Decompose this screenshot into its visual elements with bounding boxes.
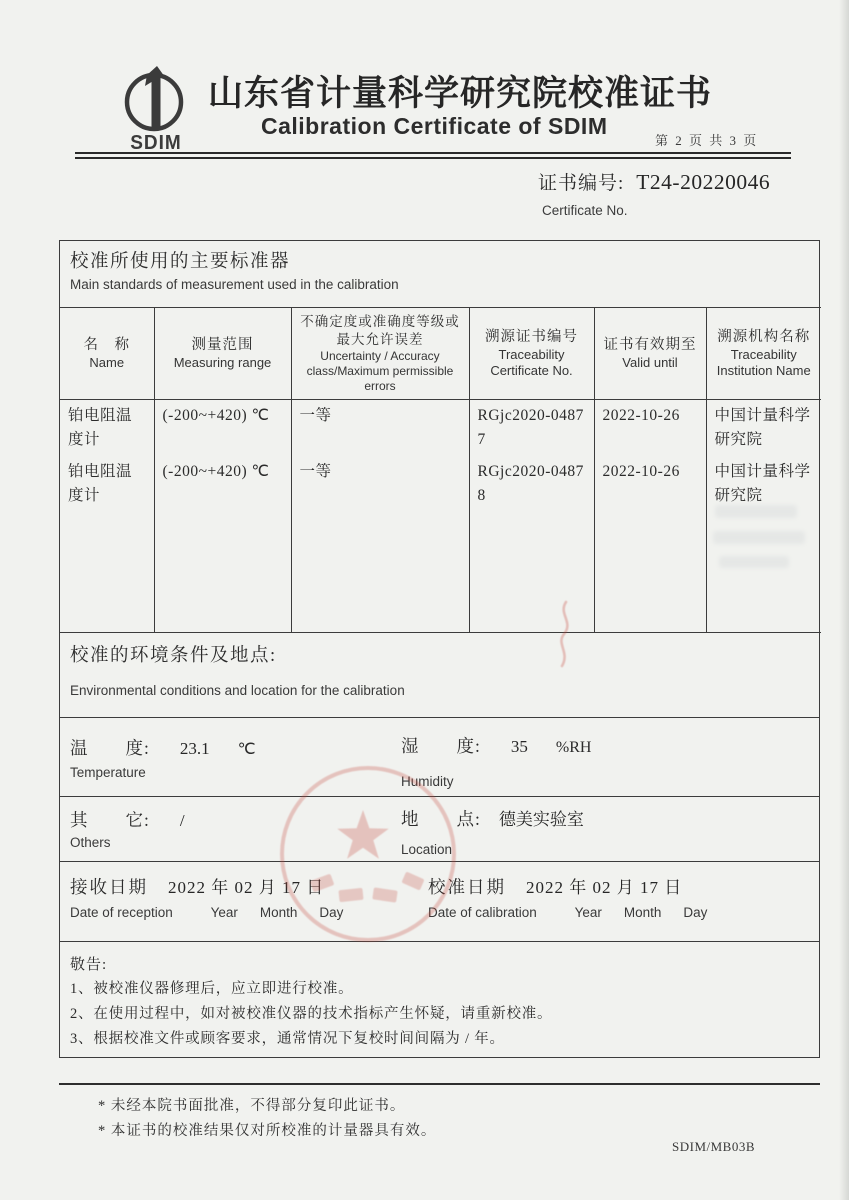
location-label: 地 点: <box>401 809 481 829</box>
col-header-uncertainty <box>291 308 469 400</box>
col-header-institution <box>706 308 821 400</box>
cell-cert-no: RGjc2020-04878 <box>469 456 594 512</box>
col-header-name-zh: 名 称 <box>83 336 130 353</box>
temperature-field <box>70 735 256 760</box>
page-number: 第 2 页 共 3 页 <box>655 133 759 148</box>
col-header-institution-en: Traceability Institution Name <box>716 346 811 378</box>
others-field <box>70 807 185 832</box>
col-header-valid-until <box>594 308 706 400</box>
cell-valid-until: 2022-10-26 <box>594 400 706 457</box>
temperature-label: 温 度: <box>70 738 150 758</box>
table-row <box>60 456 821 512</box>
scan-bleed-smudge <box>715 505 797 518</box>
table-empty-space <box>60 512 821 632</box>
humidity-label-en: Humidity <box>401 774 454 789</box>
humidity-value: 35 <box>510 737 528 756</box>
col-header-name <box>60 308 154 400</box>
scan-bleed-smudge <box>713 531 805 544</box>
reception-date-units-en: Year Month Day <box>210 905 344 920</box>
col-header-uncertainty-en: Uncertainty / Accuracy class/Maximum permissible errors <box>306 348 454 393</box>
cell-institution: 中国计量科学研究院 <box>706 400 821 457</box>
red-pen-mark-icon <box>548 600 584 670</box>
cell-cert-no: RGjc2020-04877 <box>469 400 594 457</box>
notice-item-1: 1、被校准仪器修理后，应立即进行校准。 <box>70 981 354 997</box>
red-seal-stamp-icon <box>277 763 459 945</box>
page-title-en: Calibration Certificate of SDIM <box>261 113 608 139</box>
humidity-label: 湿 度: <box>401 736 481 756</box>
cell-name: 铂电阻温度计 <box>60 456 154 512</box>
col-header-valid-until-en: Valid until <box>622 354 678 370</box>
col-header-traceability-cert <box>469 308 594 400</box>
footnote-2: * 本证书的校准结果仅对所校准的计量器具有效。 <box>98 1123 437 1139</box>
notice-item-3: 3、根据校准文件或顾客要求，通常情况下复校时间间隔为 / 年。 <box>70 1031 505 1047</box>
scan-bleed-smudge <box>719 556 789 568</box>
logo-text: SDIM <box>130 132 182 155</box>
cell-range: (-200~+420) ℃ <box>154 456 291 512</box>
cell-valid-until: 2022-10-26 <box>594 456 706 512</box>
table-row <box>60 400 821 457</box>
col-header-traceability-cert-zh: 溯源证书编号 <box>485 328 578 345</box>
others-label-en: Others <box>70 835 111 850</box>
footnote-1: * 未经本院书面批准，不得部分复印此证书。 <box>98 1098 406 1114</box>
col-header-institution-zh: 溯源机构名称 <box>717 328 811 345</box>
notice-item-2: 2、在使用过程中，如对被校准仪器的技术指标产生怀疑，请重新校准。 <box>70 1006 553 1022</box>
cell-name: 铂电阻温度计 <box>60 400 154 457</box>
certificate-number <box>538 168 770 195</box>
environment-heading: 校准的环境条件及地点: <box>70 646 277 666</box>
temperature-label-en: Temperature <box>70 765 146 780</box>
temperature-unit: ℃ <box>237 741 256 758</box>
calibration-date-value: 2022 年 02 月 17 日 <box>526 878 683 897</box>
cell-accuracy: 一等 <box>291 456 469 512</box>
col-header-range-en: Measuring range <box>173 354 272 370</box>
cell-range: (-200~+420) ℃ <box>154 400 291 457</box>
footer-divider <box>59 1083 820 1085</box>
environment-heading-en: Environmental conditions and location for the calibration <box>70 683 405 698</box>
humidity-unit: %RH <box>555 739 592 756</box>
col-header-uncertainty-zh: 不确定度或准确度等级或最大允许误差 <box>300 314 460 347</box>
col-header-traceability-cert-en: Traceability Certificate No. <box>490 346 573 378</box>
certificate-number-value: T24-20220046 <box>636 170 771 194</box>
col-header-range <box>154 308 291 400</box>
certificate-number-label: 证书编号: <box>538 173 625 194</box>
col-header-range-zh: 测量范围 <box>191 336 254 353</box>
humidity-field <box>401 733 591 758</box>
standards-table-header-row <box>60 308 821 400</box>
reception-date-en-text: Date of reception <box>70 905 173 920</box>
col-header-name-en: Name <box>89 354 125 370</box>
others-label: 其 它: <box>70 810 150 830</box>
certificate-number-label-en: Certificate No. <box>542 203 628 218</box>
calibration-date-en-text: Date of calibration <box>428 905 537 920</box>
calibration-date-units-en: Year Month Day <box>574 905 708 920</box>
col-header-valid-until-zh: 证书有效期至 <box>603 336 697 353</box>
location-label-en: Location <box>401 842 453 857</box>
calibration-date-label: 校准日期 <box>428 877 506 897</box>
header-divider <box>75 152 791 159</box>
temperature-value: 23.1 <box>179 739 210 758</box>
reception-date-label: 接收日期 <box>70 877 148 897</box>
location-value: 德美实验室 <box>498 810 584 829</box>
cell-institution: 中国计量科学研究院 <box>706 456 821 512</box>
form-code: SDIM/MB03B <box>672 1139 756 1154</box>
page-title: 山东省计量科学研究院校准证书 <box>208 74 713 113</box>
standards-heading-en: Main standards of measurement used in the calibration <box>70 277 399 292</box>
notice-title: 敬告: <box>70 957 108 973</box>
standards-heading: 校准所使用的主要标准器 <box>70 252 291 272</box>
calibration-date-field <box>428 873 682 899</box>
reception-date-value: 2022 年 02 月 17 日 <box>168 878 325 897</box>
standards-table <box>60 307 821 633</box>
sdim-logo <box>114 62 198 155</box>
cell-accuracy: 一等 <box>291 400 469 457</box>
calibration-date-label-en <box>428 905 707 920</box>
divider <box>60 717 819 718</box>
sdim-logo-icon <box>121 62 191 136</box>
others-value: / <box>179 811 185 830</box>
